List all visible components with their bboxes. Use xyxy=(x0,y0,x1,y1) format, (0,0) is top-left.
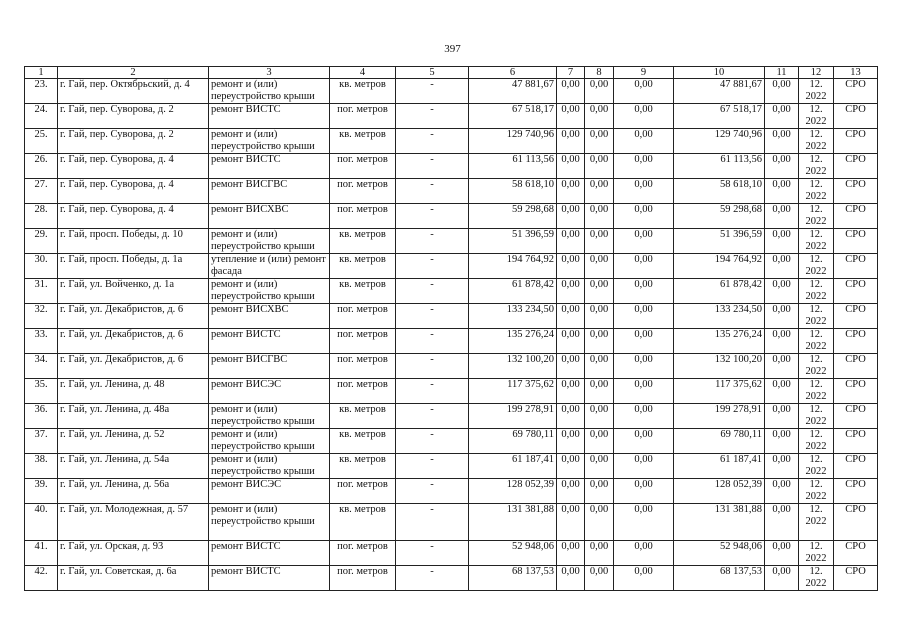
total-cost-cell: 61 113,56 xyxy=(469,154,557,179)
col5-cell: - xyxy=(396,154,469,179)
col9-cell: 0,00 xyxy=(614,304,674,329)
col7-cell: 0,00 xyxy=(557,204,585,229)
col11-cell: 0,00 xyxy=(765,304,799,329)
col11-cell: 0,00 xyxy=(765,204,799,229)
col7-cell: 0,00 xyxy=(557,404,585,429)
col7-cell: 0,00 xyxy=(557,154,585,179)
col7-cell: 0,00 xyxy=(557,454,585,479)
total-cost-cell: 47 881,67 xyxy=(469,79,557,104)
total-cost-cell: 132 100,20 xyxy=(469,354,557,379)
total-cost-cell: 133 234,50 xyxy=(469,304,557,329)
deadline-cell: 12. 2022 xyxy=(799,179,834,204)
source-cell: СРО xyxy=(834,566,878,591)
col9-cell: 0,00 xyxy=(614,354,674,379)
row-number: 26. xyxy=(25,154,58,179)
col7-cell: 0,00 xyxy=(557,129,585,154)
source-cell: СРО xyxy=(834,404,878,429)
column-header-9: 9 xyxy=(614,67,674,79)
table-row xyxy=(25,404,878,429)
deadline-cell: 12. 2022 xyxy=(799,404,834,429)
col9-cell: 0,00 xyxy=(614,454,674,479)
work-type-cell: ремонт ВИСТС xyxy=(209,541,330,566)
address-cell: г. Гай, просп. Победы, д. 1а xyxy=(58,254,209,279)
col8-cell: 0,00 xyxy=(585,79,614,104)
col5-cell: - xyxy=(396,404,469,429)
source-cell: СРО xyxy=(834,541,878,566)
table-row xyxy=(25,154,878,179)
col11-cell: 0,00 xyxy=(765,254,799,279)
row-number: 24. xyxy=(25,104,58,129)
col9-cell: 0,00 xyxy=(614,129,674,154)
col5-cell: - xyxy=(396,479,469,504)
deadline-cell: 12. 2022 xyxy=(799,154,834,179)
col10-cost-cell: 129 740,96 xyxy=(674,129,765,154)
table-row xyxy=(25,79,878,104)
col8-cell: 0,00 xyxy=(585,204,614,229)
col5-cell: - xyxy=(396,454,469,479)
column-header-1: 1 xyxy=(25,67,58,79)
work-type-cell: ремонт ВИСТС xyxy=(209,566,330,591)
col11-cell: 0,00 xyxy=(765,79,799,104)
work-type-cell: ремонт и (или) переустройство крыши xyxy=(209,454,330,479)
col9-cell: 0,00 xyxy=(614,504,674,541)
work-type-cell: ремонт ВИСХВС xyxy=(209,304,330,329)
col9-cell: 0,00 xyxy=(614,541,674,566)
deadline-cell: 12. 2022 xyxy=(799,104,834,129)
column-header-11: 11 xyxy=(765,67,799,79)
col10-cost-cell: 61 878,42 xyxy=(674,279,765,304)
work-type-cell: ремонт ВИСЭС xyxy=(209,479,330,504)
unit-cell: кв. метров xyxy=(330,279,396,304)
table-row xyxy=(25,204,878,229)
row-number: 33. xyxy=(25,329,58,354)
col8-cell: 0,00 xyxy=(585,304,614,329)
col9-cell: 0,00 xyxy=(614,329,674,354)
col7-cell: 0,00 xyxy=(557,279,585,304)
deadline-cell: 12. 2022 xyxy=(799,204,834,229)
col10-cost-cell: 52 948,06 xyxy=(674,541,765,566)
col10-cost-cell: 51 396,59 xyxy=(674,229,765,254)
row-number: 31. xyxy=(25,279,58,304)
col8-cell: 0,00 xyxy=(585,541,614,566)
total-cost-cell: 117 375,62 xyxy=(469,379,557,404)
col9-cell: 0,00 xyxy=(614,204,674,229)
address-cell: г. Гай, ул. Ленина, д. 48а xyxy=(58,404,209,429)
table-row xyxy=(25,304,878,329)
col5-cell: - xyxy=(396,304,469,329)
column-number-row xyxy=(25,67,878,79)
col7-cell: 0,00 xyxy=(557,79,585,104)
deadline-cell: 12. 2022 xyxy=(799,279,834,304)
col8-cell: 0,00 xyxy=(585,429,614,454)
address-cell: г. Гай, пер. Суворова, д. 2 xyxy=(58,129,209,154)
col11-cell: 0,00 xyxy=(765,104,799,129)
address-cell: г. Гай, просп. Победы, д. 10 xyxy=(58,229,209,254)
unit-cell: пог. метров xyxy=(330,479,396,504)
work-type-cell: ремонт ВИСТС xyxy=(209,104,330,129)
unit-cell: кв. метров xyxy=(330,454,396,479)
row-number: 40. xyxy=(25,504,58,541)
source-cell: СРО xyxy=(834,154,878,179)
col8-cell: 0,00 xyxy=(585,229,614,254)
col11-cell: 0,00 xyxy=(765,279,799,304)
col9-cell: 0,00 xyxy=(614,179,674,204)
works-table xyxy=(24,66,878,591)
work-type-cell: ремонт и (или) переустройство крыши xyxy=(209,404,330,429)
total-cost-cell: 135 276,24 xyxy=(469,329,557,354)
deadline-cell: 12. 2022 xyxy=(799,541,834,566)
col9-cell: 0,00 xyxy=(614,566,674,591)
address-cell: г. Гай, пер. Суворова, д. 4 xyxy=(58,179,209,204)
column-header-6: 6 xyxy=(469,67,557,79)
row-number: 37. xyxy=(25,429,58,454)
column-header-2: 2 xyxy=(58,67,209,79)
col11-cell: 0,00 xyxy=(765,229,799,254)
unit-cell: пог. метров xyxy=(330,179,396,204)
source-cell: СРО xyxy=(834,129,878,154)
col10-cost-cell: 194 764,92 xyxy=(674,254,765,279)
col9-cell: 0,00 xyxy=(614,229,674,254)
table-row xyxy=(25,254,878,279)
col11-cell: 0,00 xyxy=(765,504,799,541)
source-cell: СРО xyxy=(834,354,878,379)
table-body xyxy=(25,79,878,591)
col11-cell: 0,00 xyxy=(765,354,799,379)
address-cell: г. Гай, ул. Орская, д. 93 xyxy=(58,541,209,566)
row-number: 36. xyxy=(25,404,58,429)
col8-cell: 0,00 xyxy=(585,154,614,179)
row-number: 23. xyxy=(25,79,58,104)
col5-cell: - xyxy=(396,129,469,154)
col5-cell: - xyxy=(396,329,469,354)
deadline-cell: 12. 2022 xyxy=(799,329,834,354)
col5-cell: - xyxy=(396,504,469,541)
col8-cell: 0,00 xyxy=(585,104,614,129)
table-row xyxy=(25,104,878,129)
column-header-7: 7 xyxy=(557,67,585,79)
col11-cell: 0,00 xyxy=(765,454,799,479)
row-number: 27. xyxy=(25,179,58,204)
table-row xyxy=(25,479,878,504)
unit-cell: кв. метров xyxy=(330,504,396,541)
col5-cell: - xyxy=(396,229,469,254)
unit-cell: кв. метров xyxy=(330,129,396,154)
address-cell: г. Гай, пер. Октябрьский, д. 4 xyxy=(58,79,209,104)
total-cost-cell: 68 137,53 xyxy=(469,566,557,591)
col8-cell: 0,00 xyxy=(585,179,614,204)
col10-cost-cell: 133 234,50 xyxy=(674,304,765,329)
table-row xyxy=(25,541,878,566)
unit-cell: кв. метров xyxy=(330,429,396,454)
col10-cost-cell: 131 381,88 xyxy=(674,504,765,541)
col9-cell: 0,00 xyxy=(614,254,674,279)
work-type-cell: ремонт ВИСХВС xyxy=(209,204,330,229)
work-type-cell: ремонт и (или) переустройство крыши xyxy=(209,504,330,541)
col7-cell: 0,00 xyxy=(557,504,585,541)
col10-cost-cell: 117 375,62 xyxy=(674,379,765,404)
work-type-cell: утепление и (или) ремонт фасада xyxy=(209,254,330,279)
work-type-cell: ремонт ВИСГВС xyxy=(209,179,330,204)
col11-cell: 0,00 xyxy=(765,379,799,404)
col11-cell: 0,00 xyxy=(765,566,799,591)
unit-cell: пог. метров xyxy=(330,541,396,566)
total-cost-cell: 61 878,42 xyxy=(469,279,557,304)
col11-cell: 0,00 xyxy=(765,429,799,454)
col11-cell: 0,00 xyxy=(765,129,799,154)
column-header-12: 12 xyxy=(799,67,834,79)
col11-cell: 0,00 xyxy=(765,541,799,566)
col8-cell: 0,00 xyxy=(585,404,614,429)
col7-cell: 0,00 xyxy=(557,329,585,354)
col8-cell: 0,00 xyxy=(585,566,614,591)
total-cost-cell: 131 381,88 xyxy=(469,504,557,541)
work-type-cell: ремонт и (или) переустройство крыши xyxy=(209,79,330,104)
total-cost-cell: 69 780,11 xyxy=(469,429,557,454)
col9-cell: 0,00 xyxy=(614,479,674,504)
col10-cost-cell: 132 100,20 xyxy=(674,354,765,379)
col9-cell: 0,00 xyxy=(614,429,674,454)
col11-cell: 0,00 xyxy=(765,179,799,204)
total-cost-cell: 59 298,68 xyxy=(469,204,557,229)
col7-cell: 0,00 xyxy=(557,379,585,404)
work-type-cell: ремонт ВИСГВС xyxy=(209,354,330,379)
unit-cell: пог. метров xyxy=(330,379,396,404)
total-cost-cell: 67 518,17 xyxy=(469,104,557,129)
row-number: 25. xyxy=(25,129,58,154)
col10-cost-cell: 61 113,56 xyxy=(674,154,765,179)
col11-cell: 0,00 xyxy=(765,404,799,429)
col8-cell: 0,00 xyxy=(585,129,614,154)
unit-cell: пог. метров xyxy=(330,154,396,179)
col7-cell: 0,00 xyxy=(557,229,585,254)
work-type-cell: ремонт ВИСТС xyxy=(209,154,330,179)
source-cell: СРО xyxy=(834,329,878,354)
col7-cell: 0,00 xyxy=(557,104,585,129)
source-cell: СРО xyxy=(834,304,878,329)
table-row xyxy=(25,566,878,591)
col7-cell: 0,00 xyxy=(557,304,585,329)
unit-cell: пог. метров xyxy=(330,304,396,329)
col9-cell: 0,00 xyxy=(614,279,674,304)
col7-cell: 0,00 xyxy=(557,429,585,454)
source-cell: СРО xyxy=(834,179,878,204)
address-cell: г. Гай, ул. Ленина, д. 54а xyxy=(58,454,209,479)
column-header-4: 4 xyxy=(330,67,396,79)
unit-cell: пог. метров xyxy=(330,329,396,354)
deadline-cell: 12. 2022 xyxy=(799,304,834,329)
work-type-cell: ремонт ВИСЭС xyxy=(209,379,330,404)
column-header-10: 10 xyxy=(674,67,765,79)
col8-cell: 0,00 xyxy=(585,329,614,354)
col10-cost-cell: 67 518,17 xyxy=(674,104,765,129)
col5-cell: - xyxy=(396,379,469,404)
row-number: 42. xyxy=(25,566,58,591)
col5-cell: - xyxy=(396,279,469,304)
unit-cell: кв. метров xyxy=(330,404,396,429)
address-cell: г. Гай, пер. Суворова, д. 4 xyxy=(58,154,209,179)
col10-cost-cell: 61 187,41 xyxy=(674,454,765,479)
unit-cell: пог. метров xyxy=(330,354,396,379)
table-row xyxy=(25,329,878,354)
total-cost-cell: 128 052,39 xyxy=(469,479,557,504)
source-cell: СРО xyxy=(834,204,878,229)
deadline-cell: 12. 2022 xyxy=(799,129,834,154)
address-cell: г. Гай, пер. Суворова, д. 4 xyxy=(58,204,209,229)
source-cell: СРО xyxy=(834,454,878,479)
col7-cell: 0,00 xyxy=(557,179,585,204)
address-cell: г. Гай, ул. Декабристов, д. 6 xyxy=(58,304,209,329)
col10-cost-cell: 68 137,53 xyxy=(674,566,765,591)
table-row xyxy=(25,229,878,254)
source-cell: СРО xyxy=(834,229,878,254)
source-cell: СРО xyxy=(834,279,878,304)
address-cell: г. Гай, ул. Советская, д. 6а xyxy=(58,566,209,591)
col9-cell: 0,00 xyxy=(614,79,674,104)
total-cost-cell: 51 396,59 xyxy=(469,229,557,254)
unit-cell: пог. метров xyxy=(330,566,396,591)
page-number: 397 xyxy=(444,43,461,55)
col7-cell: 0,00 xyxy=(557,541,585,566)
col10-cost-cell: 69 780,11 xyxy=(674,429,765,454)
unit-cell: пог. метров xyxy=(330,104,396,129)
col8-cell: 0,00 xyxy=(585,479,614,504)
total-cost-cell: 199 278,91 xyxy=(469,404,557,429)
col7-cell: 0,00 xyxy=(557,254,585,279)
col7-cell: 0,00 xyxy=(557,566,585,591)
source-cell: СРО xyxy=(834,104,878,129)
col11-cell: 0,00 xyxy=(765,479,799,504)
deadline-cell: 12. 2022 xyxy=(799,479,834,504)
source-cell: СРО xyxy=(834,254,878,279)
col8-cell: 0,00 xyxy=(585,504,614,541)
address-cell: г. Гай, пер. Суворова, д. 2 xyxy=(58,104,209,129)
col5-cell: - xyxy=(396,429,469,454)
table-row xyxy=(25,129,878,154)
col5-cell: - xyxy=(396,204,469,229)
col11-cell: 0,00 xyxy=(765,154,799,179)
row-number: 34. xyxy=(25,354,58,379)
col8-cell: 0,00 xyxy=(585,354,614,379)
col9-cell: 0,00 xyxy=(614,104,674,129)
col5-cell: - xyxy=(396,566,469,591)
address-cell: г. Гай, ул. Ленина, д. 52 xyxy=(58,429,209,454)
source-cell: СРО xyxy=(834,504,878,541)
deadline-cell: 12. 2022 xyxy=(799,229,834,254)
deadline-cell: 12. 2022 xyxy=(799,254,834,279)
column-header-13: 13 xyxy=(834,67,878,79)
row-number: 32. xyxy=(25,304,58,329)
table-row xyxy=(25,179,878,204)
unit-cell: пог. метров xyxy=(330,204,396,229)
table-row xyxy=(25,454,878,479)
source-cell: СРО xyxy=(834,379,878,404)
row-number: 39. xyxy=(25,479,58,504)
col8-cell: 0,00 xyxy=(585,454,614,479)
col11-cell: 0,00 xyxy=(765,329,799,354)
col10-cost-cell: 47 881,67 xyxy=(674,79,765,104)
row-number: 38. xyxy=(25,454,58,479)
column-header-5: 5 xyxy=(396,67,469,79)
work-type-cell: ремонт и (или) переустройство крыши xyxy=(209,229,330,254)
address-cell: г. Гай, ул. Ленина, д. 56а xyxy=(58,479,209,504)
col5-cell: - xyxy=(396,354,469,379)
total-cost-cell: 58 618,10 xyxy=(469,179,557,204)
table-row xyxy=(25,379,878,404)
work-type-cell: ремонт и (или) переустройство крыши xyxy=(209,279,330,304)
col8-cell: 0,00 xyxy=(585,254,614,279)
table-row xyxy=(25,279,878,304)
address-cell: г. Гай, ул. Декабристов, д. 6 xyxy=(58,329,209,354)
deadline-cell: 12. 2022 xyxy=(799,504,834,541)
deadline-cell: 12. 2022 xyxy=(799,79,834,104)
col10-cost-cell: 135 276,24 xyxy=(674,329,765,354)
row-number: 35. xyxy=(25,379,58,404)
row-number: 29. xyxy=(25,229,58,254)
col7-cell: 0,00 xyxy=(557,479,585,504)
col8-cell: 0,00 xyxy=(585,279,614,304)
table-row xyxy=(25,504,878,541)
deadline-cell: 12. 2022 xyxy=(799,354,834,379)
col5-cell: - xyxy=(396,179,469,204)
col5-cell: - xyxy=(396,541,469,566)
col10-cost-cell: 128 052,39 xyxy=(674,479,765,504)
total-cost-cell: 194 764,92 xyxy=(469,254,557,279)
row-number: 41. xyxy=(25,541,58,566)
unit-cell: кв. метров xyxy=(330,79,396,104)
total-cost-cell: 61 187,41 xyxy=(469,454,557,479)
source-cell: СРО xyxy=(834,429,878,454)
work-type-cell: ремонт и (или) переустройство крыши xyxy=(209,129,330,154)
table-row xyxy=(25,354,878,379)
deadline-cell: 12. 2022 xyxy=(799,454,834,479)
source-cell: СРО xyxy=(834,79,878,104)
deadline-cell: 12. 2022 xyxy=(799,429,834,454)
col7-cell: 0,00 xyxy=(557,354,585,379)
col5-cell: - xyxy=(396,79,469,104)
deadline-cell: 12. 2022 xyxy=(799,379,834,404)
column-header-8: 8 xyxy=(585,67,614,79)
address-cell: г. Гай, ул. Молодежная, д. 57 xyxy=(58,504,209,541)
address-cell: г. Гай, ул. Войченко, д. 1а xyxy=(58,279,209,304)
col10-cost-cell: 58 618,10 xyxy=(674,179,765,204)
total-cost-cell: 129 740,96 xyxy=(469,129,557,154)
unit-cell: кв. метров xyxy=(330,229,396,254)
col10-cost-cell: 59 298,68 xyxy=(674,204,765,229)
column-header-3: 3 xyxy=(209,67,330,79)
row-number: 30. xyxy=(25,254,58,279)
unit-cell: кв. метров xyxy=(330,254,396,279)
source-cell: СРО xyxy=(834,479,878,504)
table-row xyxy=(25,429,878,454)
col9-cell: 0,00 xyxy=(614,404,674,429)
col9-cell: 0,00 xyxy=(614,154,674,179)
col10-cost-cell: 199 278,91 xyxy=(674,404,765,429)
work-type-cell: ремонт и (или) переустройство крыши xyxy=(209,429,330,454)
col8-cell: 0,00 xyxy=(585,379,614,404)
col9-cell: 0,00 xyxy=(614,379,674,404)
total-cost-cell: 52 948,06 xyxy=(469,541,557,566)
col5-cell: - xyxy=(396,254,469,279)
col5-cell: - xyxy=(396,104,469,129)
row-number: 28. xyxy=(25,204,58,229)
work-type-cell: ремонт ВИСТС xyxy=(209,329,330,354)
address-cell: г. Гай, ул. Ленина, д. 48 xyxy=(58,379,209,404)
deadline-cell: 12. 2022 xyxy=(799,566,834,591)
address-cell: г. Гай, ул. Декабристов, д. 6 xyxy=(58,354,209,379)
